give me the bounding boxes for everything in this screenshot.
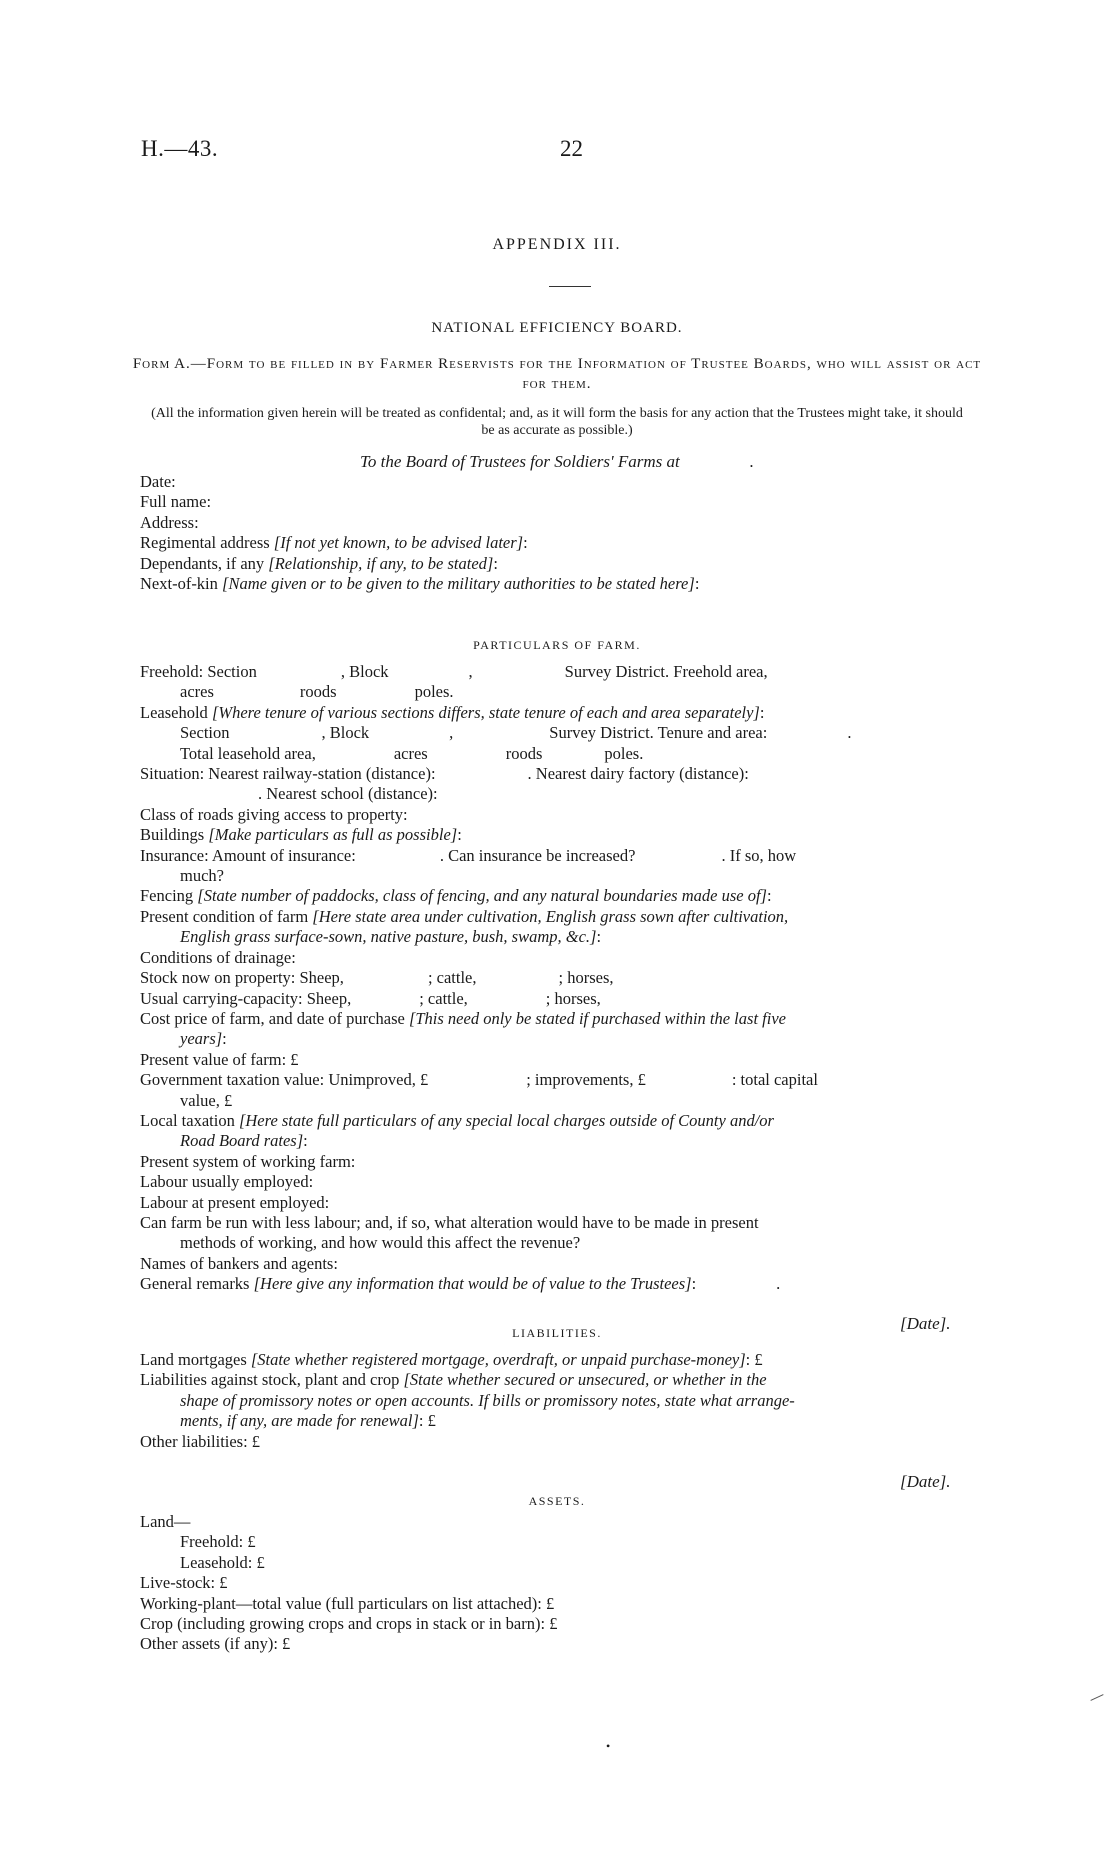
stock-cattle: ; cattle, — [427, 968, 477, 988]
assets-leasehold-line: Leasehold: £ — [180, 1552, 265, 1572]
cost-hint: [This need only be stated if purchased within the last five — [408, 1008, 786, 1028]
assets-other-line: Other assets (if any): £ — [140, 1634, 291, 1654]
govt-capital: : total capital — [731, 1070, 818, 1090]
govt-improvements: ; improvements, £ — [526, 1070, 646, 1090]
land-mortgages-hint: [State whether registered mortgage, overdraft, or unpaid purchase-money] — [250, 1350, 746, 1369]
condition-hint-2: English grass surface-sown, native pasture, bush, swamp, &c.] — [180, 927, 597, 947]
dependants-hint: [Relationship, if any, to be stated] — [268, 553, 494, 573]
leasehold-comma: , — [449, 723, 454, 743]
next-of-kin-line: Next-of-kin [Name given or to be given to the military authorities to be stated here]: — [140, 574, 700, 594]
carrying-cattle: ; cattle, — [419, 988, 468, 1008]
insurance-much-line: much? — [180, 866, 224, 886]
assets-land-line: Land— — [140, 1512, 191, 1531]
next-of-kin-label: Next-of-kin — [140, 574, 218, 594]
regimental-line: Regimental address [If not yet known, to be advised later]: — [140, 533, 528, 553]
carrying-sheep: Usual carrying-capacity: Sheep, — [140, 988, 352, 1008]
freehold-roods: roods — [299, 682, 337, 702]
assets-block — [140, 1512, 1002, 1655]
liabilities-block — [140, 1350, 1002, 1452]
stock-sheep: Stock now on property: Sheep, — [140, 968, 344, 988]
labour-usual-line: Labour usually employed: — [140, 1172, 314, 1192]
system-line: Present system of working farm: — [140, 1151, 356, 1171]
date-line: Date: — [140, 472, 176, 491]
freehold-block-label: , Block — [340, 662, 389, 681]
addressee-line: To the Board of Trustees for Soldiers' Farms at . — [360, 452, 754, 471]
govt-unimproved: Government taxation value: Unimproved, £ — [140, 1070, 429, 1090]
document-code: H.—43. — [141, 136, 219, 161]
leasehold-total-line — [140, 744, 1002, 764]
present-value-line: Present value of farm: £ — [140, 1049, 299, 1069]
condition-line — [140, 907, 1002, 927]
drainage-line: Conditions of drainage: — [140, 947, 296, 967]
leasehold-poles: poles. — [604, 743, 644, 763]
leasehold-acres: acres — [393, 743, 428, 763]
leasehold-tenure: Survey District. Tenure and area: — [549, 723, 768, 743]
stock-liabilities-hint: [State whether secured or unsecured, or whether in the — [403, 1370, 767, 1390]
local-label: Local taxation — [140, 1110, 235, 1130]
cost-line — [140, 1009, 1002, 1029]
stock-liabilities-hint-2: shape of promissory notes or open accounts. If bills or promissory notes, state what arrange- — [180, 1390, 795, 1410]
stock-horses: ; horses, — [558, 968, 614, 988]
less-labour-line: Can farm be run with less labour; and, if so, what alteration would have to be made in present — [140, 1212, 759, 1232]
leasehold-hint: [Where tenure of various sections differs, state tenure of each and area separately] — [211, 702, 760, 722]
fencing-label: Fencing — [140, 886, 194, 906]
title-divider — [549, 286, 591, 287]
stock-liabilities-line-2 — [140, 1391, 1002, 1411]
assets-date: [Date]. — [900, 1472, 951, 1491]
regimental-label: Regimental address — [140, 533, 270, 553]
liabilities-title: LIABILITIES. — [512, 1326, 602, 1340]
situation-school-line: . Nearest school (distance): — [258, 784, 438, 804]
roads-line: Class of roads giving access to property: — [140, 804, 408, 824]
stock-liabilities-hint-3: ments, if any, are made for renewal] — [180, 1411, 419, 1431]
appendix-title: APPENDIX III. — [492, 236, 622, 253]
cost-label: Cost price of farm, and date of purchase — [140, 1008, 405, 1028]
dependants-line: Dependants, if any [Relationship, if any, to be stated]: — [140, 553, 498, 573]
assets-title: ASSETS. — [528, 1494, 586, 1508]
cost-line-2: years]: — [180, 1029, 227, 1049]
stock-liabilities-label: Liabilities against stock, plant and crop — [140, 1370, 400, 1390]
form-title — [0, 354, 1114, 394]
less-labour-line-2: methods of working, and how would this affect the revenue? — [180, 1233, 581, 1253]
leasehold-label: Leasehold — [140, 702, 208, 722]
next-of-kin-hint: [Name given or to be given to the military authorities to be stated here] — [222, 574, 695, 594]
freehold-comma: , — [468, 662, 473, 681]
land-mortgages-label: Land mortgages — [140, 1350, 247, 1369]
board-title: NATIONAL EFFICIENCY BOARD. — [431, 320, 683, 336]
insurance-amount: Insurance: Amount of insurance: — [140, 845, 356, 865]
confidentiality-note: (All the information given herein will be treated as confidental; and, as it will form the basis for any action that the Trustees might take, it should be as accurate as possible.) — [151, 406, 963, 438]
liabilities-date: [Date]. — [900, 1314, 951, 1333]
leasehold-line: Leasehold [Where tenure of various sections differs, state tenure of each and area separately]: — [140, 702, 765, 722]
buildings-hint: [Make particulars as full as possible] — [208, 825, 458, 845]
remarks-hint: [Here give any information that would be of value to the Trustees] — [253, 1274, 692, 1294]
page-number: 22 — [560, 136, 583, 161]
assets-crop-line: Crop (including growing crops and crops in stack or in barn): £ — [140, 1614, 558, 1634]
freehold-section-label: Freehold: Section — [140, 662, 257, 681]
printer-mark: • — [606, 1739, 611, 1753]
addressee-text: To the Board of Trustees for Soldiers' Farms at — [360, 452, 680, 471]
situation-dairy: . Nearest dairy factory (distance): — [527, 764, 749, 784]
local-hint-2: Road Board rates] — [180, 1131, 304, 1151]
land-mortgages-line: Land mortgages [State whether registered mortgage, overdraft, or unpaid purchase-money]: £ — [140, 1350, 763, 1369]
local-taxation-line-2: Road Board rates]: — [180, 1131, 308, 1151]
freehold-district-label: Survey District. Freehold area, — [564, 662, 768, 681]
personal-details — [140, 472, 1002, 594]
remarks-label: General remarks — [140, 1274, 250, 1294]
local-hint: [Here state full particulars of any special local charges outside of County and/or — [238, 1110, 774, 1130]
situation-line — [140, 764, 1002, 784]
leasehold-section: Section — [180, 723, 230, 743]
carrying-horses: ; horses, — [545, 988, 601, 1008]
stock-liabilities-line-3: ments, if any, are made for renewal]: £ — [180, 1411, 436, 1431]
assets-freehold-line: Freehold: £ — [180, 1532, 256, 1552]
insurance-how: . If so, how — [721, 845, 797, 865]
govt-value-line — [140, 1070, 1002, 1090]
freehold-poles: poles. — [414, 682, 454, 702]
remarks-line: General remarks [Here give any information that would be of value to the Trustees]: . — [140, 1274, 781, 1294]
farm-section-title: PARTICULARS OF FARM. — [473, 638, 641, 652]
regimental-hint: [If not yet known, to be advised later] — [273, 533, 524, 553]
stock-liabilities-line — [140, 1370, 1002, 1390]
leasehold-roods: roods — [505, 743, 543, 763]
leasehold-section-line: Section , Block , Survey District. Tenure and area: . — [180, 723, 852, 743]
situation-railway: Situation: Nearest railway-station (distance): — [140, 764, 436, 784]
condition-hint: [Here state area under cultivation, English grass sown after cultivation, — [312, 906, 789, 926]
govt-value-line-2: value, £ — [180, 1090, 233, 1110]
form-title-prefix: Form A. — [132, 356, 191, 372]
farm-particulars — [140, 662, 1002, 1295]
condition-label: Present condition of farm — [140, 906, 309, 926]
insurance-increase: . Can insurance be increased? — [439, 845, 636, 865]
condition-line-2: English grass surface-sown, native pasture, bush, swamp, &c.]: — [180, 927, 602, 947]
carrying-line — [140, 989, 1002, 1009]
stock-line — [140, 968, 1002, 988]
buildings-label: Buildings — [140, 825, 205, 845]
fencing-line: Fencing [State number of paddocks, class of fencing, and any natural boundaries made use of]: — [140, 886, 772, 906]
freehold-acres: acres — [180, 682, 214, 702]
address-line: Address: — [140, 512, 199, 532]
dependants-label: Dependants, if any — [140, 553, 265, 573]
insurance-line — [140, 846, 1002, 866]
fencing-hint: [State number of paddocks, class of fencing, and any natural boundaries made use of] — [197, 886, 767, 906]
assets-plant-line: Working-plant—total value (full particulars on list attached): £ — [140, 1593, 555, 1613]
margin-mark — [1090, 1694, 1103, 1701]
labour-present-line: Labour at present employed: — [140, 1192, 330, 1212]
leasehold-total: Total leasehold area, — [180, 743, 316, 763]
full-name-line: Full name: — [140, 492, 212, 512]
local-taxation-line — [140, 1111, 1002, 1131]
freehold-line — [140, 662, 1002, 682]
bankers-line: Names of bankers and agents: — [140, 1253, 338, 1273]
cost-hint-2: years] — [180, 1029, 223, 1049]
leasehold-block: , Block — [321, 723, 370, 743]
assets-livestock-line: Live-stock: £ — [140, 1573, 228, 1593]
other-liabilities-line: Other liabilities: £ — [140, 1431, 261, 1451]
buildings-line: Buildings [Make particulars as full as possible]: — [140, 825, 462, 845]
freehold-area-line — [140, 682, 1002, 702]
form-title-text: —Form to be filled in by Farmer Reservists for the Information of Trustee Boards, who will assist or act for them. — [190, 356, 982, 392]
